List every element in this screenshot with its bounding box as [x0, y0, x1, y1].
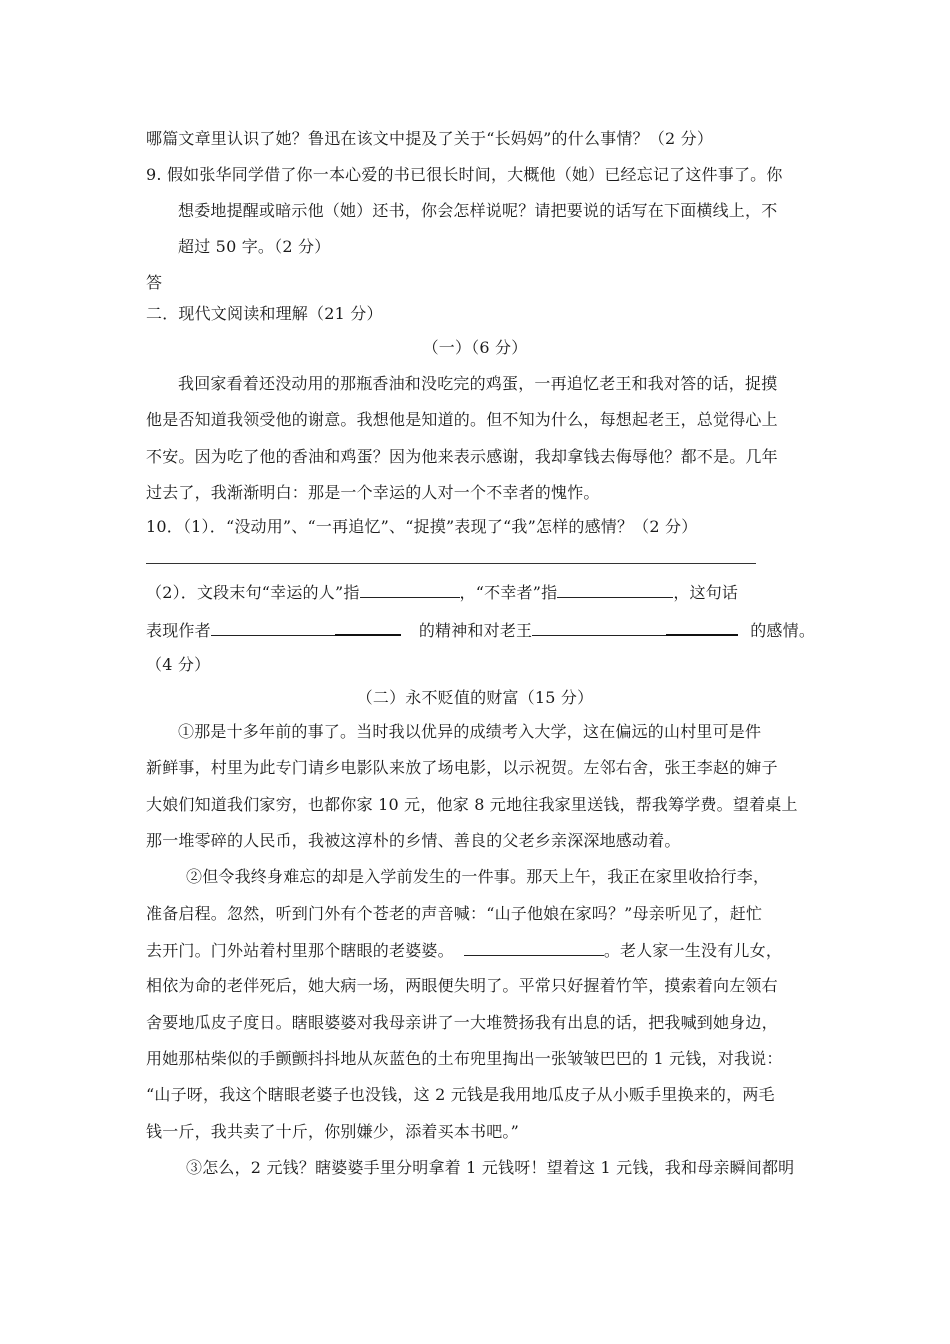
q10-part-2-end: 的感情。: [750, 621, 816, 640]
q10-part-2-author-label: 表现作者: [146, 621, 211, 640]
passage-2-line: 那一堆零碎的人民币，我被这淳朴的乡情、善良的父老乡亲深深地感动着。: [146, 831, 681, 850]
section-2-heading: 二．现代文阅读和理解（21 分）: [146, 304, 383, 323]
q10-part-2-prefix: （2）．文段末句“幸运的人”指: [146, 583, 360, 602]
feeling-blank-end[interactable]: [666, 618, 738, 636]
q8-tail-text: 哪篇文章里认识了她？鲁迅在该文中提及了关于“长妈妈”的什么事情？（2 分）: [146, 129, 714, 148]
q10-part-2-score: （4 分）: [146, 655, 211, 674]
passage-2-line: 相依为命的老伴死后，她大病一场，两眼便失明了。平常只好握着竹竿，摸索着向左领右: [146, 976, 778, 995]
passage-2-line: 新鲜事，村里为此专门请乡电影队来放了场电影，以示祝贺。左邻右舍，张王李赵的婶子: [146, 758, 778, 777]
passage-2-line: ②但令我终身难忘的却是入学前发生的一件事。那天上午，我正在家里收拾行李，: [186, 867, 770, 886]
q9-line-1: 9. 假如张华同学借了你一本心爱的书已很长时间，大概他（她）已经忘记了这件事了。你: [146, 165, 783, 184]
q10-part-2-suffix: ，这句话: [673, 583, 739, 602]
q10-part-2-line-2: [146, 618, 815, 642]
part-1-title: （一）（6 分）: [422, 338, 528, 357]
q10-part-1-answer-line[interactable]: [146, 563, 756, 564]
passage-2-line: 用她那枯柴似的手颤颤抖抖地从灰蓝色的土布兜里掏出一张皱皱巴巴的 1 元钱，对我说：: [146, 1049, 783, 1068]
author-spirit-blank[interactable]: [211, 619, 335, 636]
passage-2-fill-blank[interactable]: [464, 939, 604, 956]
q9-answer-label: 答: [146, 273, 163, 292]
passage-1-line: 过去了，我渐渐明白：那是一个幸运的人对一个不幸者的愧怍。: [146, 483, 600, 502]
passage-2-line: 钱一斤，我共卖了十斤，你别嫌少，添着买本书吧。”: [146, 1122, 519, 1141]
passage-1-line: 我回家看着还没动用的那瓶香油和没吃完的鸡蛋，一再追忆老王和我对答的话，捉摸: [178, 374, 778, 393]
passage-2-line: 舍要地瓜皮子度日。瞎眼婆婆对我母亲讲了一大堆赞扬我有出息的话，把我喊到她身边，: [146, 1013, 778, 1032]
passage-1-line: 他是否知道我领受他的谢意。我想他是知道的。但不知为什么，每想起老王，总觉得心上: [146, 410, 778, 429]
passage-2-line: 大娘们知道我们家穷，也都你家 10 元，他家 8 元地往我家里送钱，帮我筹学费。望着桌上: [146, 795, 798, 814]
passage-2-line-end: 。老人家一生没有儿女，: [603, 941, 783, 960]
q9-line-2: 想委地提醒或暗示他（她）还书，你会怎样说呢？请把要说的话写在下面横线上，不: [178, 201, 778, 220]
passage-1-line: 不安。因为吃了他的香油和鸡蛋？因为他来表示感谢，我却拿钱去侮辱他？都不是。几年: [146, 447, 778, 466]
feeling-blank[interactable]: [532, 619, 666, 636]
passage-2-line: ①那是十多年前的事了。当时我以优异的成绩考入大学，这在偏远的山村里可是件: [178, 722, 762, 741]
q10-part-2-laowang-label: 的精神和对老王: [418, 621, 533, 640]
q10-part-1: 10．（1）．“没动用”、“一再追忆”、“捉摸”表现了“我”怎样的感情？（2 分）: [146, 517, 698, 536]
passage-2-line-start: 去开门。门外站着村里那个瞎眼的老婆婆。: [146, 941, 454, 960]
q9-line-3: 超过 50 字。（2 分）: [178, 237, 331, 256]
passage-2-line: ③怎么，2 元钱？瞎婆婆手里分明拿着 1 元钱呀！望着这 1 元钱，我和母亲瞬间都明: [186, 1158, 795, 1177]
part-2-title: （二）永不贬值的财富（15 分）: [356, 688, 594, 707]
author-spirit-blank-end[interactable]: [335, 618, 401, 636]
passage-2-line: “山子呀，我这个瞎眼老婆子也没钱，这 2 元钱是我用地瓜皮子从小贩手里换来的，两毛: [146, 1085, 775, 1104]
fortunate-person-blank[interactable]: [360, 581, 460, 598]
q10-part-2-line-1: [146, 581, 738, 604]
unfortunate-person-blank[interactable]: [557, 581, 673, 598]
passage-2-line-with-blank: [146, 939, 782, 962]
q10-part-2-mid: ，“不幸者”指: [459, 583, 558, 602]
passage-2-line: 准备启程。忽然，听到门外有个苍老的声音喊：“山子他娘在家吗？”母亲听见了，赶忙: [146, 904, 763, 923]
